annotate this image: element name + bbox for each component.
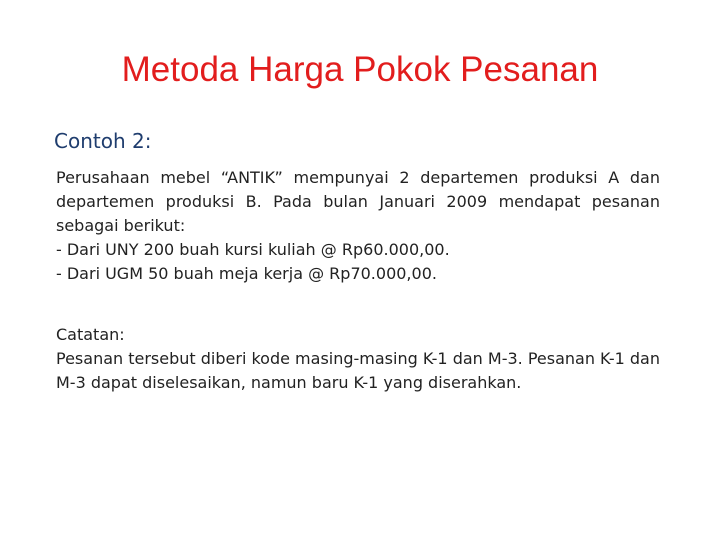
example-heading: Contoh 2: (54, 129, 152, 153)
notes-paragraph: Pesanan tersebut diberi kode masing-masing K-1 dan M-3. Pesanan K-1 dan M-3 dapat diselesaikan, namun baru K-1 yang diserahkan. (56, 349, 660, 392)
order-item-ugm: - Dari UGM 50 buah meja kerja @ Rp70.000,00. (56, 264, 437, 283)
intro-paragraph: Perusahaan mebel “ANTIK” mempunyai 2 departemen produksi A dan departemen produksi B. Pada bulan Januari 2009 mendapat pesanan sebagai berikut: (56, 168, 660, 235)
order-item-uny: - Dari UNY 200 buah kursi kuliah @ Rp60.000,00. (56, 240, 450, 259)
notes-label: Catatan: (56, 325, 125, 344)
notes-section (56, 323, 660, 395)
slide-title: Metoda Harga Pokok Pesanan (121, 50, 599, 89)
intro-section (56, 166, 660, 286)
